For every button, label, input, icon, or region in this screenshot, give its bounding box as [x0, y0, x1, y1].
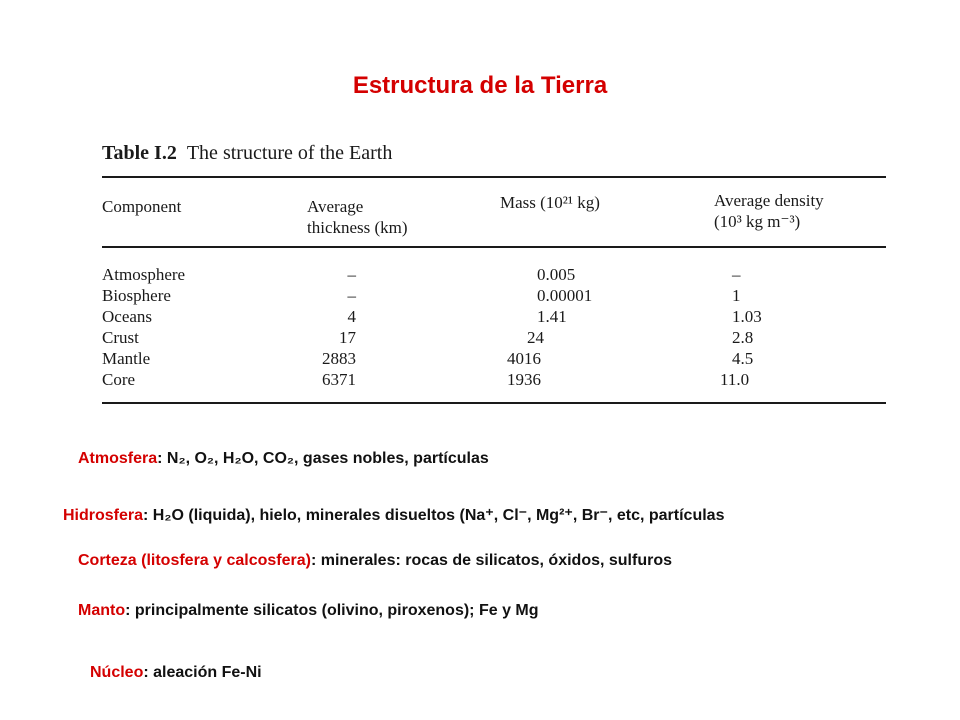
note-atmosfera-key: Atmosfera	[78, 450, 158, 467]
cell-density-crust: 2.8	[732, 328, 754, 347]
cell-thickness-mantle: 2883	[322, 349, 356, 368]
note-manto-key: Manto	[78, 602, 126, 619]
table-rule-top	[102, 176, 886, 178]
cell-mass-oceans: 1.41	[537, 307, 567, 326]
slide-title: Estructura de la Tierra	[352, 72, 608, 99]
note-hidrosfera-text: : H₂O (liquida), hielo, minerales disueltos (Na⁺, Cl⁻, Mg²⁺, Br⁻, etc, partículas	[143, 507, 725, 524]
row-label-biosphere: Biosphere	[102, 286, 171, 305]
header-thickness: Average thickness (km)	[307, 197, 408, 237]
cell-density-core: 11.0	[720, 370, 750, 389]
row-label-atmosphere: Atmosphere	[102, 265, 186, 284]
note-nucleo-key: Núcleo	[90, 664, 144, 681]
note-corteza-key: Corteza (litosfera y calcosfera)	[78, 552, 311, 569]
header-mass: Mass (10²¹ kg)	[500, 193, 600, 212]
cell-thickness-crust: 17	[339, 328, 356, 347]
note-nucleo-text: : aleación Fe-Ni	[143, 664, 262, 681]
row-label-oceans: Oceans	[102, 307, 153, 326]
note-manto	[78, 602, 539, 620]
table-caption	[102, 142, 392, 165]
cell-density-biosphere: 1	[732, 286, 741, 305]
earth-structure-table	[102, 138, 886, 413]
note-manto-text: : principalmente silicatos (olivino, piroxenos); Fe y Mg	[125, 602, 539, 619]
cell-thickness-biosphere: –	[347, 286, 356, 305]
row-label-core: Core	[102, 370, 136, 389]
cell-mass-core: 1936	[507, 370, 541, 389]
cell-thickness-core: 6371	[322, 370, 356, 389]
note-atmosfera	[78, 450, 489, 468]
cell-thickness-oceans: 4	[347, 307, 356, 326]
cell-mass-crust: 24	[527, 328, 544, 347]
table-caption-text: The structure of the Earth	[186, 142, 393, 164]
cell-mass-atmosphere: 0.005	[537, 265, 576, 284]
note-corteza-text: : minerales: rocas de silicatos, óxidos, sulfuros	[310, 552, 672, 569]
cell-density-atmosphere: –	[732, 265, 741, 284]
note-hidrosfera	[63, 505, 724, 525]
header-component: Component	[102, 197, 182, 216]
cell-density-oceans: 1.03	[732, 307, 762, 326]
row-label-crust: Crust	[102, 328, 139, 347]
cell-thickness-atmosphere: –	[347, 265, 356, 284]
table-caption-label: Table I.2	[102, 142, 177, 164]
table-rule-header	[102, 246, 886, 248]
cell-density-mantle: 4.5	[732, 349, 754, 368]
note-nucleo	[90, 664, 262, 682]
note-corteza	[78, 552, 672, 570]
note-hidrosfera-key: Hidrosfera	[63, 507, 144, 524]
header-density: Average density (10³ kg m⁻³)	[714, 191, 824, 231]
cell-mass-mantle: 4016	[507, 349, 541, 368]
note-atmosfera-text: : N₂, O₂, H₂O, CO₂, gases nobles, partículas	[157, 450, 489, 467]
cell-mass-biosphere: 0.00001	[537, 286, 593, 305]
row-label-mantle: Mantle	[102, 349, 151, 368]
table-rule-bottom	[102, 402, 886, 404]
